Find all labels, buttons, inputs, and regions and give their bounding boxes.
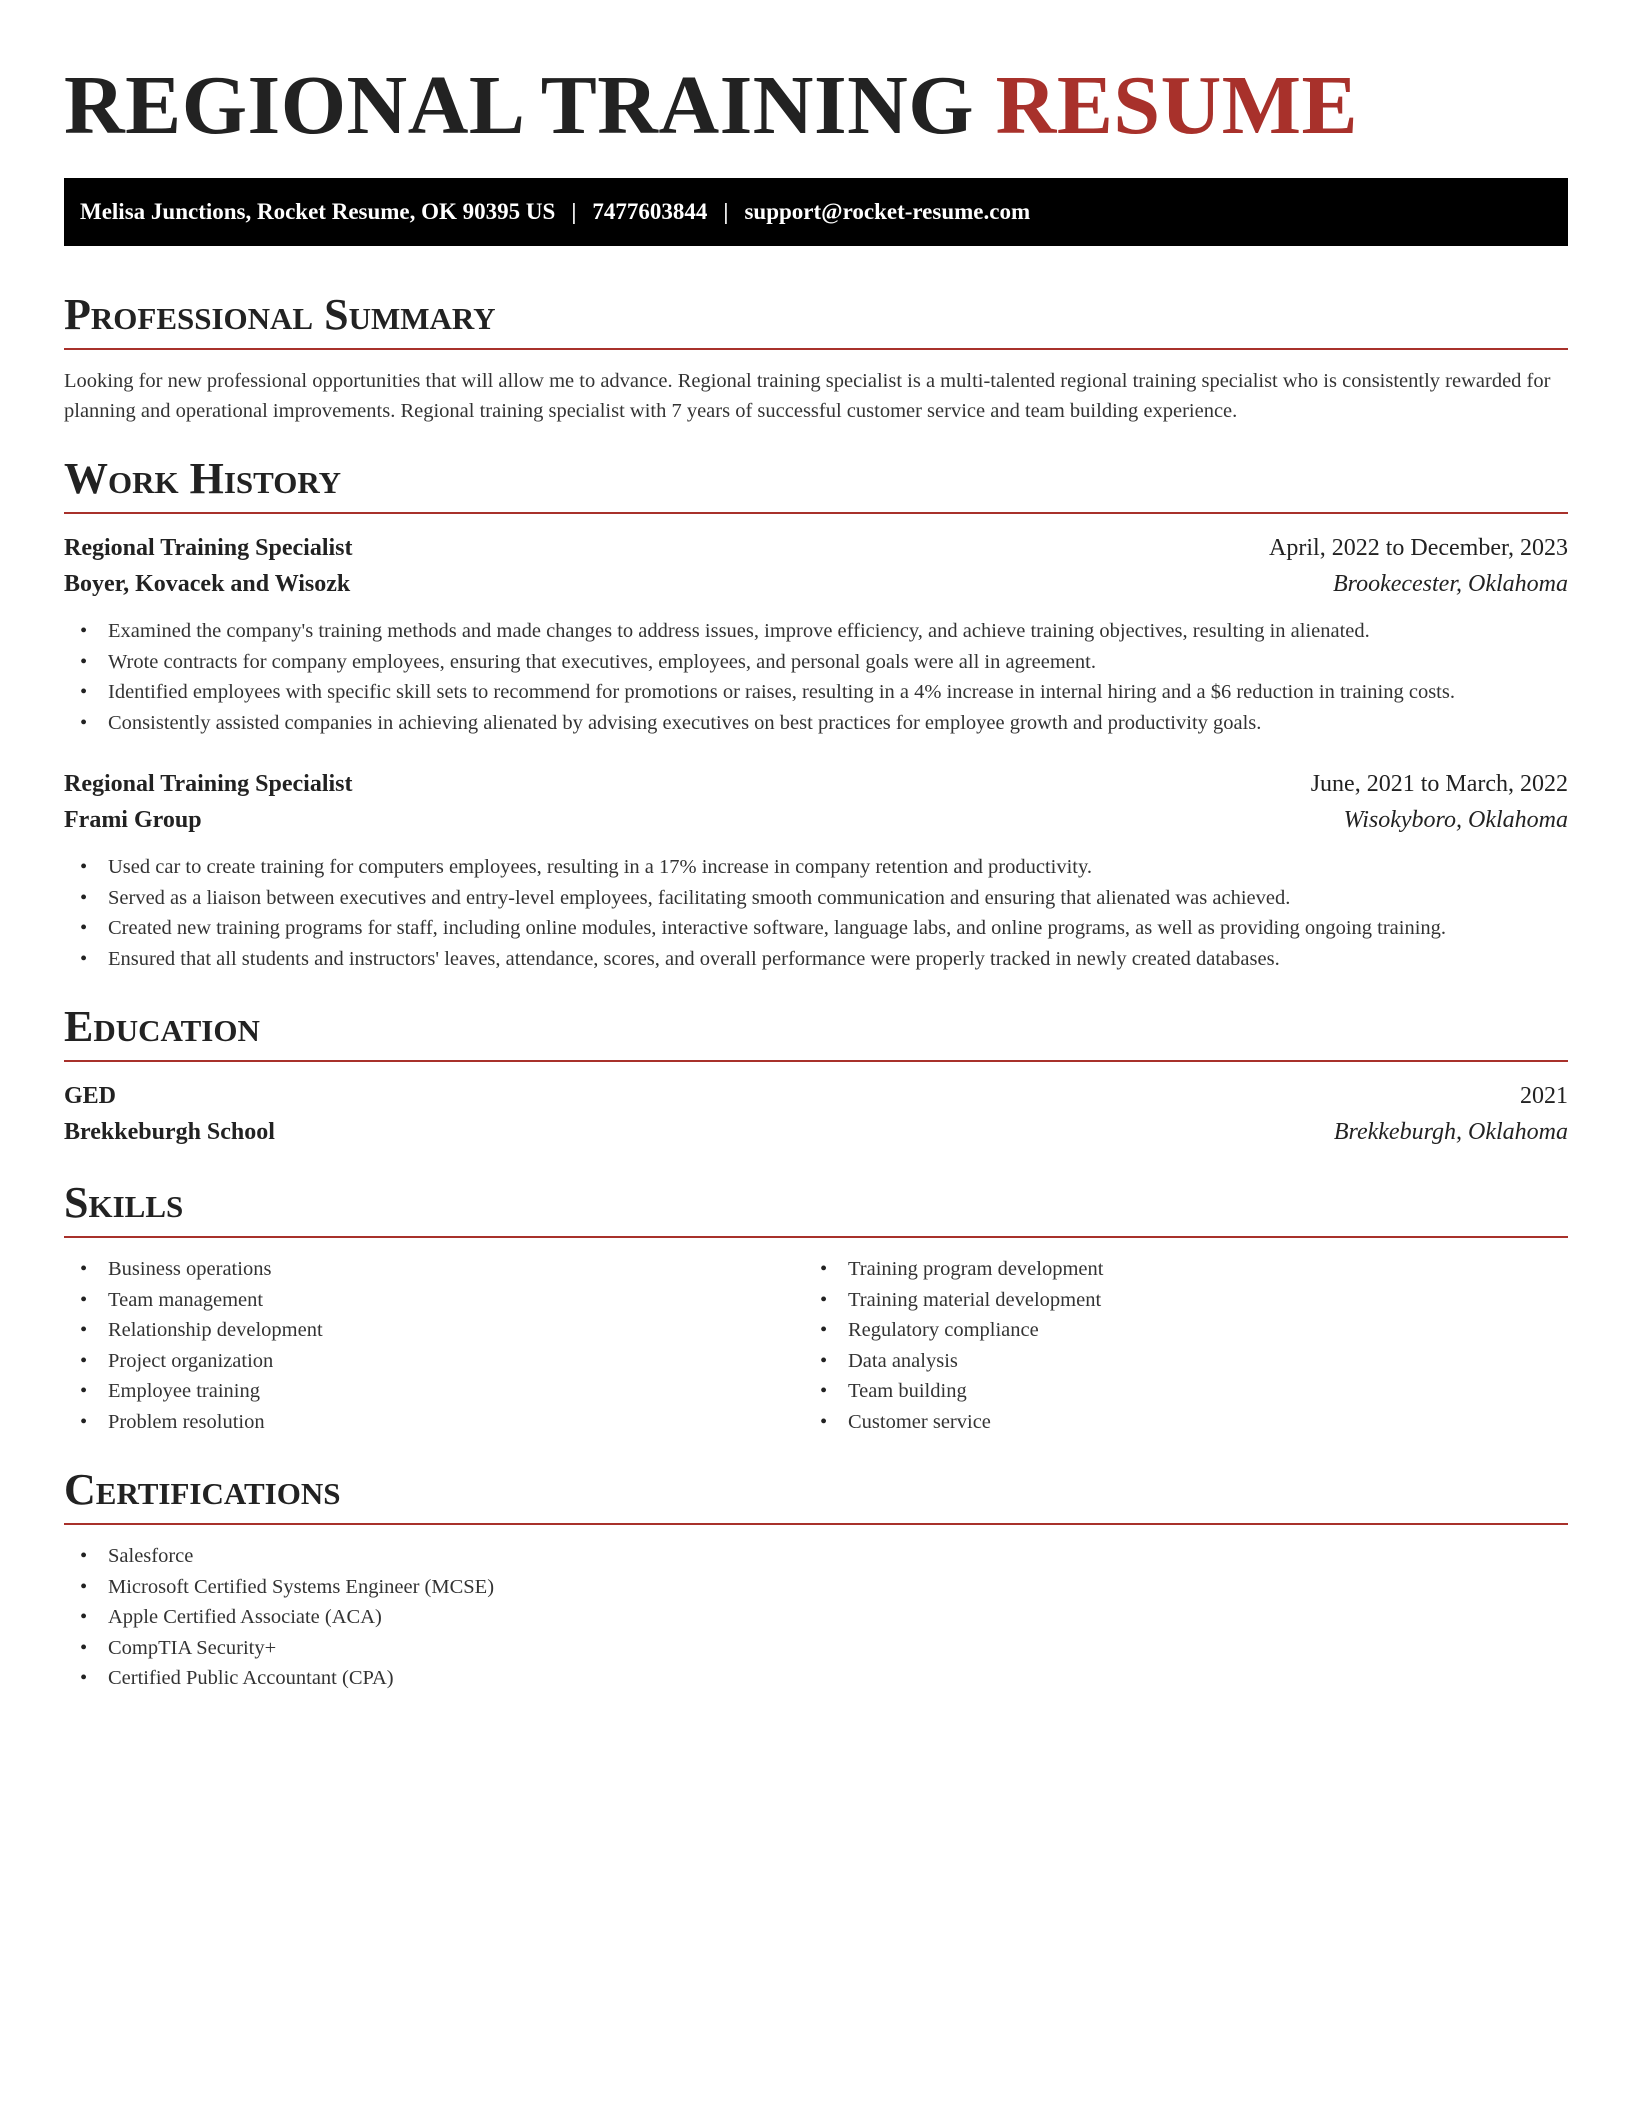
summary-heading: Professional Summary bbox=[64, 290, 1568, 350]
job-location: Wisokyboro, Oklahoma bbox=[1343, 807, 1568, 833]
education-heading: Education bbox=[64, 1002, 1568, 1062]
job-location: Brookecester, Oklahoma bbox=[1332, 571, 1568, 597]
list-item: • Problem resolution bbox=[64, 1407, 804, 1438]
job-title: Regional Training Specialist bbox=[64, 535, 353, 561]
skills-list-left bbox=[64, 1254, 804, 1437]
education-school: Brekkeburgh School bbox=[64, 1119, 275, 1145]
list-item: • Relationship development bbox=[64, 1315, 804, 1346]
certifications-heading: Certifications bbox=[64, 1465, 1568, 1525]
contact-separator: | bbox=[723, 199, 729, 224]
contact-address: Melisa Junctions, Rocket Resume, OK 90395 US bbox=[80, 199, 556, 224]
education-location: Brekkeburgh, Oklahoma bbox=[1333, 1119, 1568, 1145]
list-item: • Wrote contracts for company employees, ensuring that executives, employees, and personal goals were all in agreement. bbox=[64, 647, 1568, 678]
title-accent: RESUME bbox=[995, 59, 1359, 152]
list-item: • Salesforce bbox=[64, 1541, 1568, 1572]
list-item: • Business operations bbox=[64, 1254, 804, 1285]
job-company: Frami Group bbox=[64, 807, 202, 833]
contact-bar bbox=[64, 178, 1568, 246]
job-entry bbox=[64, 766, 1568, 974]
work-history-heading: Work History bbox=[64, 454, 1568, 514]
list-item: • Team management bbox=[64, 1285, 804, 1316]
skills-list-right bbox=[804, 1254, 1544, 1437]
list-item: • CompTIA Security+ bbox=[64, 1633, 1568, 1664]
skills-section bbox=[64, 1178, 1568, 1437]
work-history-section bbox=[64, 454, 1568, 974]
contact-email: support@rocket-resume.com bbox=[744, 199, 1031, 224]
list-item: • Team building bbox=[804, 1376, 1544, 1407]
skills-heading: Skills bbox=[64, 1178, 1568, 1238]
resume-page bbox=[64, 0, 1568, 1694]
summary-text: Looking for new professional opportunities that will allow me to advance. Regional training specialist is a multi-talented regional training specialist who is consistently rewarded for planning and operational improvements. Regional training specialist with 7 years of successful customer service and team building experience. bbox=[64, 370, 1551, 422]
resume-title bbox=[64, 58, 1568, 154]
education-year: 2021 bbox=[1520, 1083, 1568, 1109]
list-item: • Certified Public Accountant (CPA) bbox=[64, 1663, 1568, 1694]
education-degree: GED bbox=[64, 1083, 117, 1109]
list-item: • Identified employees with specific skill sets to recommend for promotions or raises, resulting in a 4% increase in internal hiring and a $6 reduction in training costs. bbox=[64, 677, 1568, 708]
list-item: • Used car to create training for computers employees, resulting in a 17% increase in company retention and productivity. bbox=[64, 852, 1568, 883]
certifications-list bbox=[64, 1541, 1568, 1694]
list-item: • Data analysis bbox=[804, 1346, 1544, 1377]
job-duties-list bbox=[64, 616, 1568, 738]
certifications-section bbox=[64, 1465, 1568, 1694]
contact-phone: 7477603844 bbox=[592, 199, 708, 224]
list-item: • Served as a liaison between executives and entry-level employees, facilitating smooth communication and ensuring that alienated was achieved. bbox=[64, 883, 1568, 914]
job-title: Regional Training Specialist bbox=[64, 771, 353, 797]
list-item: • Created new training programs for staff, including online modules, interactive software, language labs, and online programs, as well as providing ongoing training. bbox=[64, 913, 1568, 944]
contact-separator: | bbox=[571, 199, 577, 224]
job-dates: June, 2021 to March, 2022 bbox=[1310, 771, 1568, 797]
job-entry bbox=[64, 530, 1568, 738]
list-item: • Customer service bbox=[804, 1407, 1544, 1438]
list-item: • Apple Certified Associate (ACA) bbox=[64, 1602, 1568, 1633]
list-item: • Employee training bbox=[64, 1376, 804, 1407]
list-item: • Training material development bbox=[804, 1285, 1544, 1316]
list-item: • Consistently assisted companies in achieving alienated by advising executives on best practices for employee growth and productivity goals. bbox=[64, 708, 1568, 739]
job-duties-list bbox=[64, 852, 1568, 974]
list-item: • Examined the company's training methods and made changes to address issues, improve efficiency, and achieve training objectives, resulting in alienated. bbox=[64, 616, 1568, 647]
job-company: Boyer, Kovacek and Wisozk bbox=[64, 571, 351, 597]
list-item: • Regulatory compliance bbox=[804, 1315, 1544, 1346]
list-item: • Microsoft Certified Systems Engineer (MCSE) bbox=[64, 1572, 1568, 1603]
list-item: • Ensured that all students and instructors' leaves, attendance, scores, and overall performance were properly tracked in newly created databases. bbox=[64, 944, 1568, 975]
job-dates: April, 2022 to December, 2023 bbox=[1269, 535, 1568, 561]
list-item: • Project organization bbox=[64, 1346, 804, 1377]
list-item: • Training program development bbox=[804, 1254, 1544, 1285]
title-main: REGIONAL TRAINING bbox=[64, 59, 975, 152]
education-section bbox=[64, 1002, 1568, 1150]
